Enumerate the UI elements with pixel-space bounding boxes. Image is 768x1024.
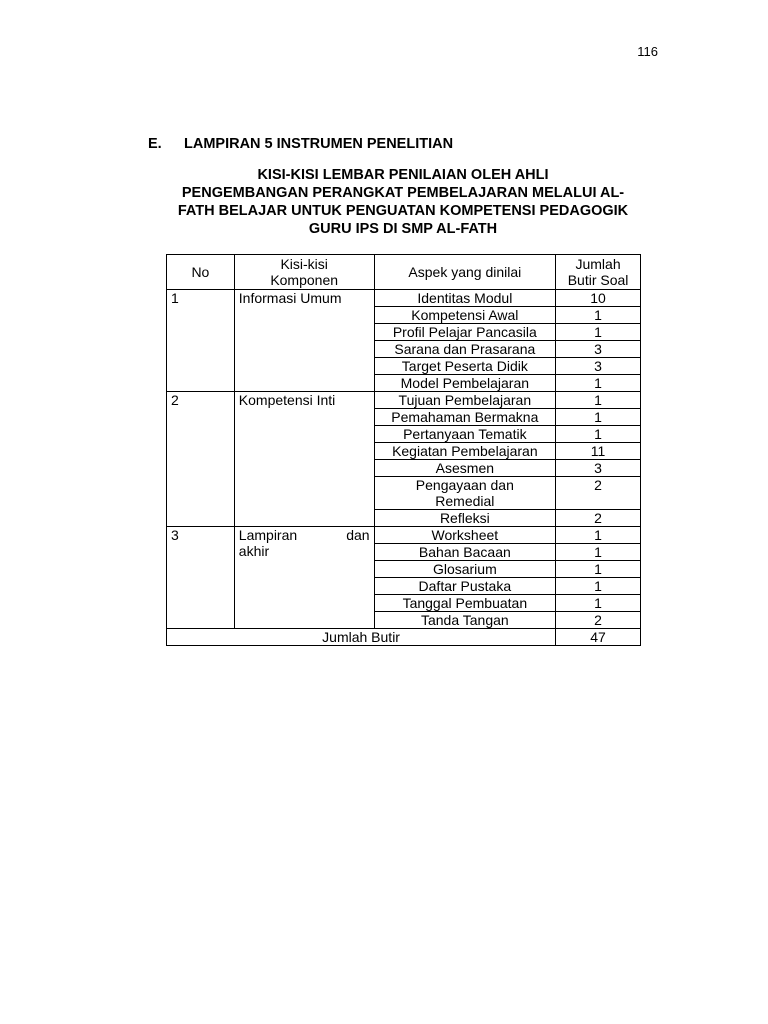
cell-aspek <box>374 477 556 510</box>
cell-jumlah: 1 <box>556 595 641 612</box>
cell-jumlah: 1 <box>556 392 641 409</box>
cell-aspek: Kegiatan Pembelajaran <box>374 443 556 460</box>
cell-jumlah: 2 <box>556 612 641 629</box>
cell-komponen-line: akhir <box>238 543 270 559</box>
header-jumlah <box>556 255 641 290</box>
header-komponen <box>234 255 374 290</box>
cell-aspek: Tanda Tangan <box>374 612 556 629</box>
cell-jumlah: 1 <box>556 527 641 544</box>
cell-no: 3 <box>167 527 235 629</box>
cell-aspek: Target Peserta Didik <box>374 358 556 375</box>
header-aspek: Aspek yang dinilai <box>374 255 556 290</box>
cell-komponen-line <box>239 527 370 543</box>
header-no: No <box>167 255 235 290</box>
header-jumlah-line: Butir Soal <box>567 272 629 288</box>
cell-aspek: Sarana dan Prasarana <box>374 341 556 358</box>
cell-aspek: Worksheet <box>374 527 556 544</box>
header-jumlah-line: Jumlah <box>575 256 621 272</box>
cell-jumlah: 1 <box>556 578 641 595</box>
cell-jumlah: 2 <box>556 477 641 510</box>
cell-komponen-word: dan <box>346 527 370 543</box>
cell-jumlah: 1 <box>556 307 641 324</box>
cell-aspek: Pemahaman Bermakna <box>374 409 556 426</box>
document-title-line: PENGEMBANGAN PERANGKAT PEMBELAJARAN MELALUI AL- <box>181 185 625 201</box>
cell-jumlah: 10 <box>556 290 641 307</box>
table-row <box>167 290 641 307</box>
cell-jumlah: 1 <box>556 324 641 341</box>
cell-jumlah: 1 <box>556 375 641 392</box>
cell-jumlah: 1 <box>556 426 641 443</box>
cell-aspek: Asesmen <box>374 460 556 477</box>
document-title-line: FATH BELAJAR UNTUK PENGUATAN KOMPETENSI PEDAGOGIK <box>177 203 629 219</box>
cell-aspek: Bahan Bacaan <box>374 544 556 561</box>
table-row <box>167 527 641 544</box>
section-heading <box>148 136 453 152</box>
header-komponen-line: Kisi-kisi <box>280 256 328 272</box>
page-number: 116 <box>637 44 658 59</box>
cell-aspek: Glosarium <box>374 561 556 578</box>
total-label: Jumlah Butir <box>167 629 556 646</box>
cell-aspek: Refleksi <box>374 510 556 527</box>
kisi-kisi-table <box>166 254 641 646</box>
cell-aspek: Tanggal Pembuatan <box>374 595 556 612</box>
cell-jumlah: 3 <box>556 341 641 358</box>
cell-jumlah: 3 <box>556 460 641 477</box>
cell-jumlah: 1 <box>556 561 641 578</box>
cell-aspek: Profil Pelajar Pancasila <box>374 324 556 341</box>
table-row <box>167 392 641 409</box>
total-row <box>167 629 641 646</box>
cell-komponen <box>234 527 374 629</box>
cell-aspek: Daftar Pustaka <box>374 578 556 595</box>
cell-komponen-word: Lampiran <box>238 527 298 543</box>
cell-jumlah: 11 <box>556 443 641 460</box>
cell-aspek-line: Remedial <box>435 493 495 509</box>
document-title-line: KISI-KISI LEMBAR PENILAIAN OLEH AHLI <box>257 167 549 183</box>
cell-komponen: Kompetensi Inti <box>234 392 374 527</box>
cell-no: 2 <box>167 392 235 527</box>
cell-aspek: Identitas Modul <box>374 290 556 307</box>
cell-jumlah: 1 <box>556 409 641 426</box>
header-komponen-line: Komponen <box>270 272 339 288</box>
total-value: 47 <box>556 629 641 646</box>
cell-jumlah: 3 <box>556 358 641 375</box>
cell-aspek: Tujuan Pembelajaran <box>374 392 556 409</box>
table-header-row <box>167 255 641 290</box>
cell-komponen: Informasi Umum <box>234 290 374 392</box>
cell-aspek: Pertanyaan Tematik <box>374 426 556 443</box>
document-title <box>148 166 658 238</box>
cell-no: 1 <box>167 290 235 392</box>
cell-aspek-line: Pengayaan dan <box>415 477 514 493</box>
cell-aspek: Kompetensi Awal <box>374 307 556 324</box>
section-title: LAMPIRAN 5 INSTRUMEN PENELITIAN <box>184 136 454 152</box>
cell-jumlah: 2 <box>556 510 641 527</box>
cell-jumlah: 1 <box>556 544 641 561</box>
cell-aspek: Model Pembelajaran <box>374 375 556 392</box>
section-letter: E. <box>148 136 162 152</box>
document-title-line: GURU IPS DI SMP AL-FATH <box>308 221 498 237</box>
